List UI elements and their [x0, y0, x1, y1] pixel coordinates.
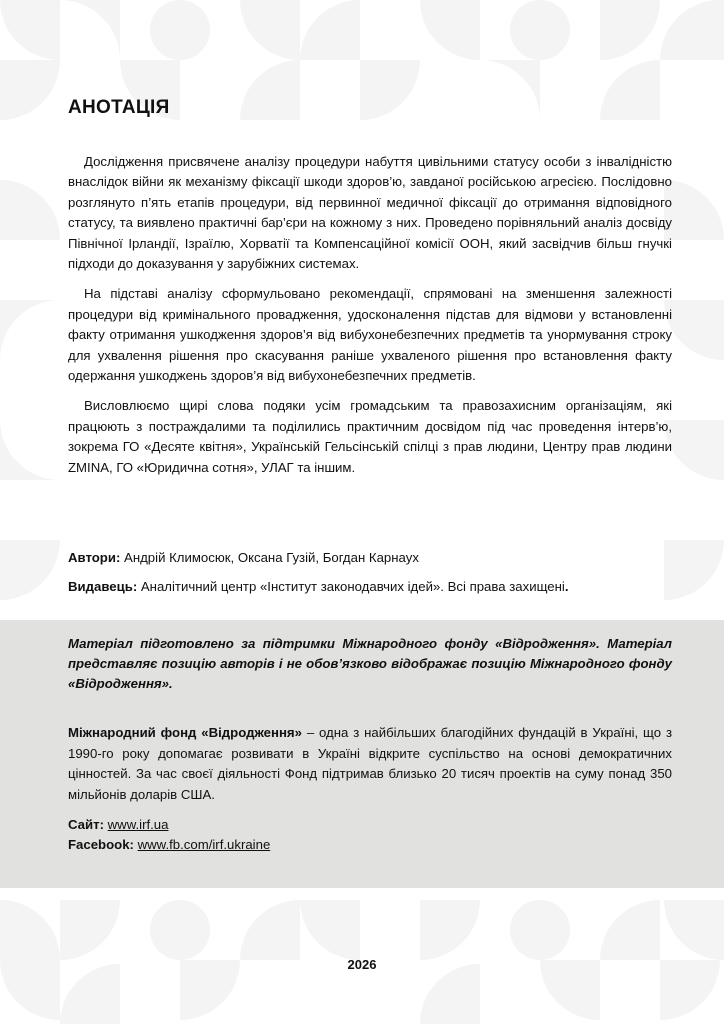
- authors-line: [68, 548, 672, 568]
- page-title: АНОТАЦІЯ: [68, 97, 170, 118]
- fund-contacts: [68, 815, 270, 855]
- abstract-paragraph-3: Висловлюємо щирі слова подяки усім громадським та правозахисним організаціям, які працюють з постраждалими та поділились практичним досвідом під час проведення інтерв’ю, зокрема ГО «Десяте квітня», Українській Гельсінській спілці з прав людини, Центру прав людини ZMINA, ГО «Юридична сотня», УЛАГ та іншим.: [68, 398, 672, 475]
- publication-year: 2026: [347, 957, 377, 972]
- site-line: [68, 815, 270, 835]
- abstract-section: [68, 152, 672, 488]
- credits-section: [68, 548, 672, 606]
- authors-label: Автори:: [68, 550, 121, 565]
- publisher-name: Аналітичний центр «Інститут законодавчих ідей». Всі права захищені: [140, 579, 565, 594]
- publisher-line: [68, 577, 672, 597]
- fund-text: – одна з найбільших благодійних фундацій в Україні, що з 1990-го року допомагає розвивати в Україні відкрите суспільство на основі демократичних цінностей. За час своєї діяльності Фонд підтримав близько 20 тисяч проектів на суму понад 350 мільйонів доларів США.: [68, 725, 673, 802]
- facebook-line: [68, 835, 270, 855]
- fund-name: Міжнародний фонд «Відродження»: [68, 725, 302, 740]
- facebook-link[interactable]: www.fb.com/irf.ukraine: [137, 837, 271, 852]
- site-label: Сайт:: [68, 817, 104, 832]
- site-link[interactable]: www.irf.ua: [107, 817, 169, 832]
- abstract-paragraph-1: Дослідження присвячене аналізу процедури набуття цивільними статусу особи з інвалідністю внаслідок війни як механізму фіксації шкоди здоров’ю, завданої російською агресією. Послідовно розглянуто п’ять етапів процедури, від первинної медичної фіксації до отримання відповідного статусу, та виявлено практичні бар’єри на кожному з них. Проведено порівняльний аналіз досвіду Північної Ірландії, Ізраїлю, Хорватії та Компенсаційної комісії ООН, який засвідчив більш гнучкі підходи до доказування у зарубіжних системах.: [68, 154, 672, 272]
- abstract-paragraph-2: На підставі аналізу сформульовано рекомендації, спрямовані на зменшення залежності процедури від кримінального провадження, удосконалення підстав для відмови у встановленні факту отримання ушкодження здоров’я від вибухонебезпечних предметів та унормування строку для ухвалення рішення про скасування раніше ухваленого рішення про встановлення факту одержання ушкоджень здоров’я від вибухонебезпечних предметів.: [68, 286, 672, 384]
- funding-disclaimer: Матеріал підготовлено за підтримки Міжнародного фонду «Відродження». Матеріал представляє позицію авторів і не обов’язково відображає позицію Міжнародного фонду «Відродження».: [68, 636, 672, 691]
- fund-description: [68, 723, 672, 805]
- facebook-label: Facebook:: [68, 837, 134, 852]
- publisher-label: Видавець:: [68, 579, 138, 594]
- authors-names: Андрій Климосюк, Оксана Гузій, Богдан Карнаух: [124, 550, 419, 565]
- publisher-end: .: [564, 579, 569, 594]
